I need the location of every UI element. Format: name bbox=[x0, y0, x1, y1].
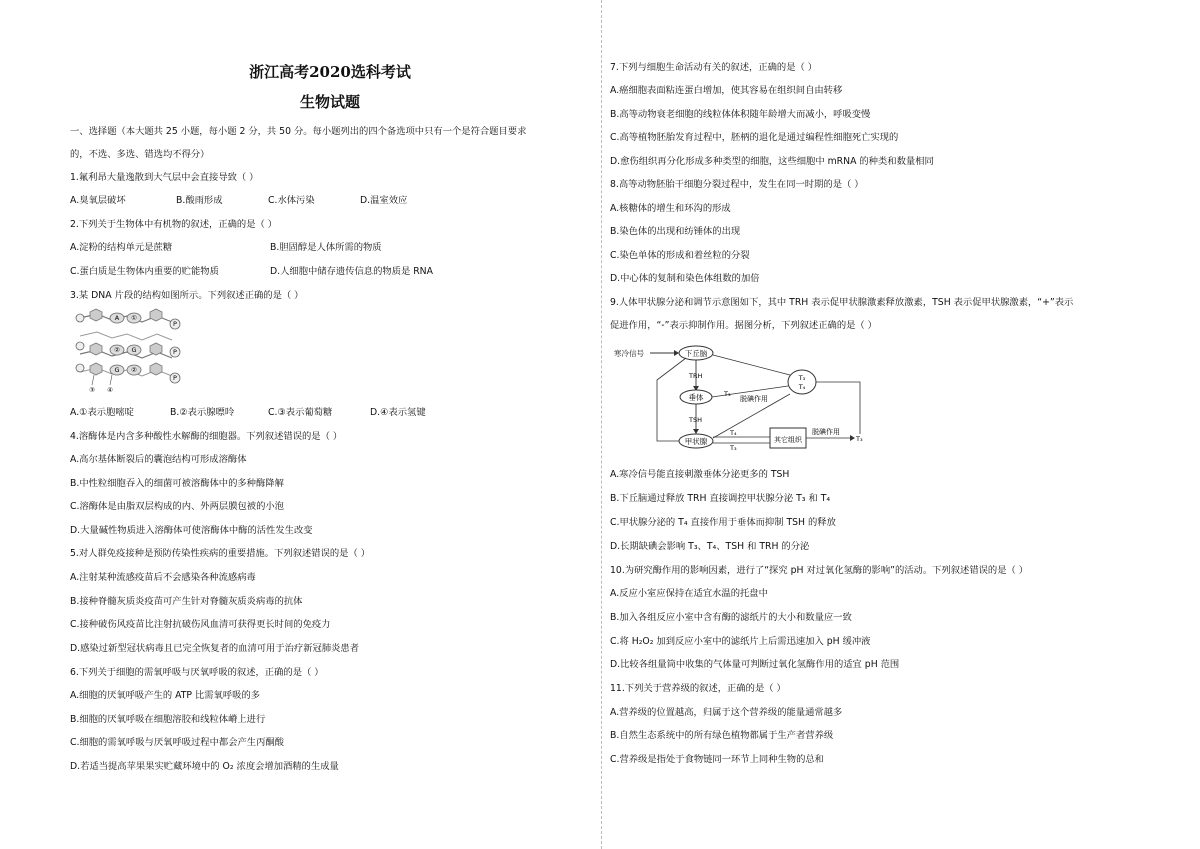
q11-option-b: B.自然生态系统中的所有绿色植物都属于生产者营养级 bbox=[610, 730, 834, 741]
q9-option-d: D.长期缺碘会影响 T₃、T₄、TSH 和 TRH 的分泌 bbox=[610, 541, 810, 552]
base-g2-label: G bbox=[114, 366, 120, 374]
base-a-label: A bbox=[114, 314, 120, 322]
column-divider bbox=[601, 0, 602, 849]
q6-option-b: B.细胞的厌氧呼吸在细胞溶胶和线粒体嵴上进行 bbox=[70, 714, 266, 725]
t3-output-label: T₃ bbox=[856, 435, 863, 443]
pituitary-label: 垂体 bbox=[688, 393, 704, 402]
q5-option-c: C.接种破伤风疫苗比注射抗破伤风血清可获得更长时间的免疫力 bbox=[70, 619, 331, 630]
q9-option-a: A.寒冷信号能直接刺激垂体分泌更多的 TSH bbox=[610, 469, 790, 480]
exam-title: 浙江高考2020选科考试 bbox=[249, 63, 411, 81]
hypothalamus-label: 下丘脑 bbox=[684, 349, 708, 358]
marker-4-label: ④ bbox=[107, 386, 113, 394]
deiodination-label-2: 脱碘作用 bbox=[812, 428, 840, 436]
q7-option-d: D.愈伤组织再分化形成多种类型的细胞，这些细胞中 mRNA 的种类和数量相同 bbox=[610, 156, 934, 167]
t3-pituitary-label: T₃ bbox=[724, 390, 731, 398]
q8-option-a: A.核糖体的增生和环沟的形成 bbox=[610, 203, 731, 214]
q10-option-d: D.比较各组量筒中收集的气体量可判断过氧化氢酶作用的适宜 pH 范围 bbox=[610, 659, 900, 670]
q4-option-b: B.中性粒细胞吞入的细菌可被溶酶体中的多种酶降解 bbox=[70, 478, 284, 489]
q2-option-b: B.胆固醇是人体所需的物质 bbox=[270, 242, 382, 253]
q9-stem-cont: 促进作用，“-”表示抑制作用。据图分析，下列叙述正确的是（ ） bbox=[610, 320, 877, 331]
q6-option-c: C.细胞的需氧呼吸与厌氧呼吸过程中都会产生丙酮酸 bbox=[70, 737, 284, 748]
t4-circle-label: T₄ bbox=[798, 383, 806, 391]
q3-option-b: B.②表示腺嘌呤 bbox=[170, 407, 235, 418]
q11-option-a: A.营养级的位置越高，归属于这个营养级的能量通常越多 bbox=[610, 707, 843, 718]
phosphate-label-1: P bbox=[173, 320, 177, 328]
thyroid-regulation-diagram bbox=[612, 342, 868, 454]
q7-option-c: C.高等植物胚胎发育过程中，胚柄的退化是通过编程性细胞死亡实现的 bbox=[610, 132, 899, 143]
q8-option-b: B.染色体的出现和纺锤体的出现 bbox=[610, 226, 741, 237]
q2-option-d: D.人细胞中储存遗传信息的物质是 RNA bbox=[270, 266, 433, 277]
q5-stem: 5.对人群免疫接种是预防传染性疾病的重要措施。下列叙述错误的是（ ） bbox=[70, 548, 371, 559]
q1-option-c: C.水体污染 bbox=[268, 195, 315, 206]
q10-option-b: B.加入各组反应小室中含有酶的滤纸片的大小和数量应一致 bbox=[610, 612, 852, 623]
q10-option-c: C.将 H₂O₂ 加到反应小室中的滤纸片上后需迅速加入 pH 缓冲液 bbox=[610, 636, 871, 647]
marker-3-label: ③ bbox=[89, 386, 95, 394]
phosphate-label-2: P bbox=[173, 348, 177, 356]
phosphate-label-3: P bbox=[173, 374, 177, 382]
q3-option-d: D.④表示氢键 bbox=[370, 407, 426, 418]
q8-option-c: C.染色单体的形成和着丝粒的分裂 bbox=[610, 250, 750, 261]
q2-option-a: A.淀粉的结构单元是蔗糖 bbox=[70, 242, 173, 253]
base-2b-label: ② bbox=[131, 366, 137, 374]
q1-option-a: A.臭氧层破坏 bbox=[70, 195, 126, 206]
q9-stem: 9.人体甲状腺分泌和调节示意图如下，其中 TRH 表示促甲状腺激素释放激素，TSH 表示促甲状腺激素，“+”表示 bbox=[610, 297, 1074, 308]
q1-stem: 1.氟利昂大量逸散到大气层中会直接导致（ ） bbox=[70, 172, 259, 183]
q7-option-b: B.高等动物衰老细胞的线粒体体积随年龄增大而减小，呼吸变慢 bbox=[610, 109, 871, 120]
thyroid-label: 甲状腺 bbox=[684, 437, 708, 446]
t3-circle-label: T₃ bbox=[798, 374, 806, 382]
q5-option-b: B.接种脊髓灰质炎疫苗可产生针对脊髓灰质炎病毒的抗体 bbox=[70, 596, 303, 607]
deiodination-label-1: 脱碘作用 bbox=[740, 395, 768, 403]
tsh-label: TSH bbox=[689, 416, 702, 424]
q9-option-b: B.下丘脑通过释放 TRH 直接调控甲状腺分泌 T₃ 和 T₄ bbox=[610, 493, 831, 504]
base-1-label: ① bbox=[131, 314, 137, 322]
q10-stem: 10.为研究酶作用的影响因素，进行了“探究 pH 对过氧化氢酶的影响”的活动。下列叙述错误的是（ ） bbox=[610, 565, 1029, 576]
q3-stem: 3.某 DNA 片段的结构如图所示。下列叙述正确的是（ ） bbox=[70, 290, 304, 301]
q1-option-d: D.温室效应 bbox=[360, 195, 408, 206]
q2-option-c: C.蛋白质是生物体内重要的贮能物质 bbox=[70, 266, 219, 277]
t4-thyroid-label: T₄ bbox=[730, 429, 737, 437]
q3-option-a: A.①表示胞嘧啶 bbox=[70, 407, 134, 418]
section-intro-cont: 的，不选、多选、错选均不得分） bbox=[70, 149, 210, 160]
q7-stem: 7.下列与细胞生命活动有关的叙述，正确的是（ ） bbox=[610, 62, 818, 73]
q4-option-d: D.大量碱性物质进入溶酶体可使溶酶体中酶的活性发生改变 bbox=[70, 525, 313, 536]
q6-option-a: A.细胞的厌氧呼吸产生的 ATP 比需氧呼吸的多 bbox=[70, 690, 261, 701]
q10-option-a: A.反应小室应保持在适宜水温的托盘中 bbox=[610, 588, 768, 599]
q11-option-c: C.营养级是指处于食物链同一环节上同种生物的总和 bbox=[610, 754, 824, 765]
q3-option-c: C.③表示葡萄糖 bbox=[268, 407, 333, 418]
q4-option-a: A.高尔基体断裂后的囊泡结构可形成溶酶体 bbox=[70, 454, 247, 465]
q9-option-c: C.甲状腺分泌的 T₄ 直接作用于垂体而抑制 TSH 的释放 bbox=[610, 517, 836, 528]
base-2-label: ② bbox=[114, 346, 120, 354]
q7-option-a: A.癌细胞表面粘连蛋白增加，使其容易在组织间自由转移 bbox=[610, 85, 843, 96]
q5-option-d: D.感染过新型冠状病毒且已完全恢复者的血清可用于治疗新冠肺炎患者 bbox=[70, 643, 360, 654]
q6-stem: 6.下列关于细胞的需氧呼吸与厌氧呼吸的叙述，正确的是（ ） bbox=[70, 667, 324, 678]
q4-option-c: C.溶酶体是由脂双层构成的内、外两层膜包被的小泡 bbox=[70, 501, 284, 512]
dna-structure-figure bbox=[72, 306, 187, 398]
t3-thyroid-label: T₃ bbox=[730, 444, 737, 452]
exam-subtitle: 生物试题 bbox=[299, 93, 360, 111]
cold-signal-label: 寒冷信号 bbox=[614, 349, 644, 358]
q11-stem: 11.下列关于营养级的叙述，正确的是（ ） bbox=[610, 683, 786, 694]
q4-stem: 4.溶酶体是内含多种酸性水解酶的细胞器。下列叙述错误的是（ ） bbox=[70, 431, 343, 442]
q8-stem: 8.高等动物胚胎干细胞分裂过程中，发生在同一时期的是（ ） bbox=[610, 179, 864, 190]
trh-label: TRH bbox=[689, 372, 703, 380]
base-g1-label: G bbox=[131, 346, 137, 354]
q1-option-b: B.酸雨形成 bbox=[176, 195, 223, 206]
q2-stem: 2.下列关于生物体中有机物的叙述，正确的是（ ） bbox=[70, 219, 278, 230]
q6-option-d: D.若适当提高苹果果实贮藏环境中的 O₂ 浓度会增加酒精的生成量 bbox=[70, 761, 339, 772]
other-tissue-label: 其它组织 bbox=[774, 436, 802, 444]
q5-option-a: A.注射某种流感疫苗后不会感染各种流感病毒 bbox=[70, 572, 256, 583]
q8-option-d: D.中心体的复制和染色体组数的加倍 bbox=[610, 273, 760, 284]
section-intro: 一、选择题（本大题共 25 小题，每小题 2 分，共 50 分。每小题列出的四个备选项中只有一个是符合题目要求 bbox=[70, 126, 527, 137]
